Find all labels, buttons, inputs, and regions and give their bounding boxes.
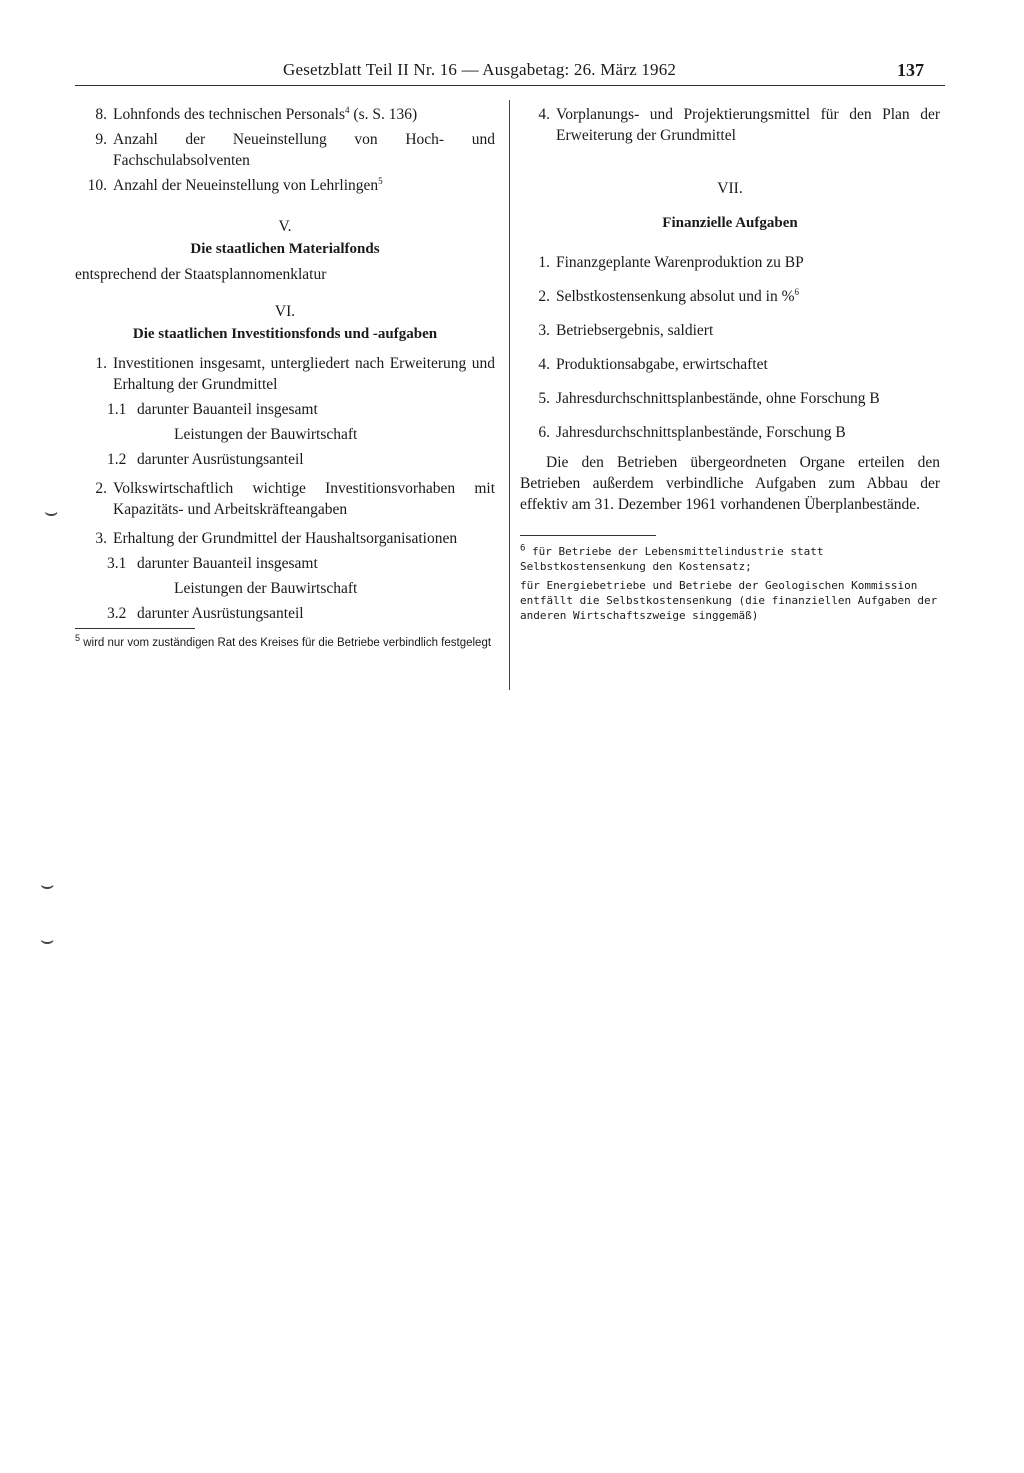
item-text: Betriebsergebnis, saldiert: [556, 322, 714, 339]
list-item: [75, 175, 495, 196]
column-divider: [509, 100, 510, 690]
list-item: [520, 104, 940, 146]
footnote-continuation: für Energiebetriebe und Betriebe der Geologischen Kommission entfällt die Selbstkostensenkung (die finanziellen Aufgaben der anderen Wirtschaftszweige singgemäß): [520, 579, 938, 622]
footnote-ref: 5: [378, 175, 383, 186]
footnote: [520, 544, 940, 574]
page-number: 137: [897, 60, 924, 80]
item-number: 3.: [95, 530, 107, 547]
list-item: [520, 388, 940, 409]
list-item: [520, 252, 940, 273]
sub-item-text: darunter Bauanteil insgesamt: [137, 401, 318, 418]
item-text: Jahresdurchschnittsplanbestände, ohne Forschung B: [556, 390, 880, 407]
list-item: [75, 353, 495, 395]
scan-mark-icon: ⌣: [44, 500, 59, 525]
sub-item-number: 3.2: [107, 605, 127, 622]
footnote-rule: [520, 535, 656, 536]
item-text: Produktionsabgabe, erwirtschaftet: [556, 356, 768, 373]
list-item: [75, 129, 495, 171]
sub-item: [107, 553, 495, 574]
right-column: [520, 104, 940, 623]
item-number: 5.: [538, 390, 550, 407]
item-text: Vorplanungs- und Projektierungsmittel für den Plan der Erweiterung der Grundmittel: [556, 106, 940, 144]
sub-item: [107, 449, 495, 470]
scan-mark-icon: ⌣: [40, 873, 55, 898]
sub-item-continuation: Leistungen der Bauwirtschaft: [174, 580, 358, 597]
footnote-mark: 5: [75, 633, 81, 644]
header-rule: [75, 85, 945, 86]
item-number: 8.: [95, 106, 107, 123]
section-number: VII.: [717, 180, 743, 197]
item-text: Finanzgeplante Warenproduktion zu BP: [556, 254, 804, 271]
list-item: [75, 104, 495, 125]
footnote-rule: [75, 628, 195, 629]
item-text: Anzahl der Neueinstellung von Hoch- und Fachschulabsolventen: [113, 131, 495, 169]
item-text: Anzahl der Neueinstellung von Lehrlingen: [113, 177, 379, 194]
footnote-text: wird nur vom zuständigen Rat des Kreises für die Betriebe verbindlich festgelegt: [83, 637, 492, 649]
sub-item-number: 3.1: [107, 555, 127, 572]
footnote-ref: 4: [345, 104, 350, 115]
item-text: Volkswirtschaftlich wichtige Investitionsvorhaben mit Kapazitäts- und Arbeitskräfteangaben: [113, 480, 495, 518]
item-text: Lohnfonds des technischen Personals: [113, 106, 346, 123]
item-text-after: (s. S. 136): [349, 106, 418, 123]
list-item: [520, 320, 940, 341]
item-number: 6.: [538, 424, 550, 441]
list-item: [520, 422, 940, 443]
page-header: [0, 60, 1024, 86]
section-title: Die staatlichen Materialfonds: [190, 241, 380, 257]
item-number: 1.: [95, 355, 107, 372]
left-column: [75, 104, 495, 651]
sub-item-continuation: Leistungen der Bauwirtschaft: [174, 426, 358, 443]
sub-item: [107, 399, 495, 420]
sub-item-number: 1.2: [107, 451, 127, 468]
item-number: 1.: [538, 254, 550, 271]
footnote-ref: 6: [794, 286, 800, 297]
item-number: 3.: [538, 322, 550, 339]
scan-mark-icon: ⌣: [40, 928, 55, 953]
item-text: Investitionen insgesamt, untergliedert nach Erweiterung und Erhaltung der Grundmittel: [113, 355, 495, 393]
section-number: V.: [278, 218, 292, 235]
list-item: [520, 286, 940, 307]
item-number: 2.: [538, 288, 550, 305]
section-text: entsprechend der Staatsplannomenklatur: [75, 266, 327, 283]
item-text: Selbstkostensenkung absolut und in %: [556, 288, 795, 305]
sub-item-text: darunter Ausrüstungsanteil: [137, 451, 304, 468]
list-item: [520, 354, 940, 375]
footnote-text: für Betriebe der Lebensmittelindustrie statt Selbstkostensenkung den Kostensatz;: [520, 545, 824, 573]
header-title: Gesetzblatt Teil II Nr. 16 — Ausgabetag: 26. März 1962: [283, 60, 677, 79]
sub-item-text: darunter Bauanteil insgesamt: [137, 555, 318, 572]
item-number: 2.: [95, 480, 107, 497]
sub-item: [107, 603, 495, 624]
item-text: Jahresdurchschnittsplanbestände, Forschung B: [556, 424, 846, 441]
section-number: VI.: [274, 303, 296, 320]
item-number: 4.: [538, 356, 550, 373]
item-text: Erhaltung der Grundmittel der Haushaltsorganisationen: [113, 530, 458, 547]
item-number: 10.: [87, 177, 107, 194]
section-title: Finanzielle Aufgaben: [662, 215, 798, 231]
footnote-mark: 6: [520, 543, 526, 554]
list-item: [75, 478, 495, 520]
section-paragraph: Die den Betrieben übergeordneten Organe erteilen den Betrieben außerdem verbindliche Aufgaben zum Abbau der effektiv am 31. Dezember 1961 vorhandenen Überplanbestände.: [520, 454, 940, 513]
item-number: 4.: [538, 106, 550, 123]
list-item: [75, 528, 495, 549]
item-number: 9.: [95, 131, 107, 148]
section-title: Die staatlichen Investitionsfonds und -aufgaben: [132, 326, 438, 342]
footnote: [75, 635, 495, 651]
sub-item-number: 1.1: [107, 401, 127, 418]
sub-item-text: darunter Ausrüstungsanteil: [137, 605, 304, 622]
